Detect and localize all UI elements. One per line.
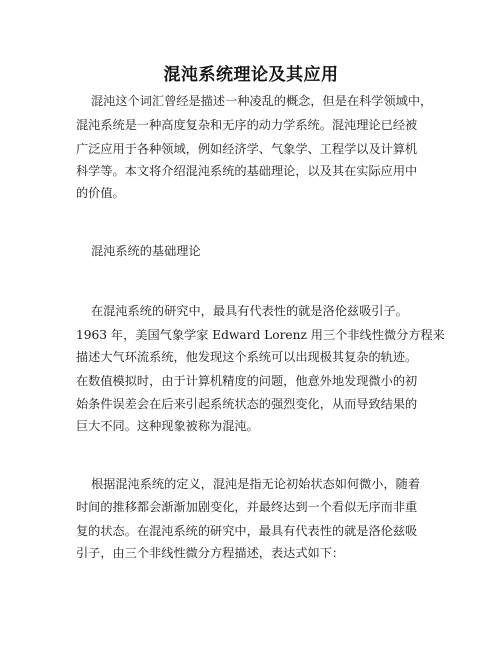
intro-line-4: 科学等。本文将介绍混沌系统的基础理论，以及其在实际应用中 (76, 164, 418, 178)
section-heading: 混沌系统的基础理论 (91, 244, 201, 258)
paragraph2-line-4: 在数值模拟时，由于计算机精度的问题，他意外地发现微小的初 (76, 374, 418, 388)
paragraph2-line-3: 描述大气环流系统，他发现这个系统可以出现极其复杂的轨迹。 (76, 350, 418, 364)
paragraph3-line-4: 引子，由三个非线性微分方程描述，表达式如下： (76, 546, 345, 560)
intro-line-1: 混沌这个词汇曾经是描述一种凌乱的概念，但是在科学领域中， (91, 94, 433, 108)
intro-line-3: 广泛应用于各种领域，例如经济学、气象学、工程学以及计算机 (76, 142, 418, 156)
intro-line-2: 混沌系统是一种高度复杂和无序的动力学系统。混沌理论已经被 (76, 118, 418, 132)
paragraph2-line-6: 巨大不同。这种现象被称为混沌。 (76, 419, 259, 433)
paragraph3-line-1: 根据混沌系统的定义，混沌是指无论初始状态如何微小，随着 (91, 477, 421, 491)
paragraph3-line-3: 复的状态。在混沌系统的研究中，最具有代表性的就是洛伦兹吸 (76, 524, 418, 538)
paragraph2-line-2: 1963 年，美国气象学家 Edward Lorenz 用三个非线性微分方程来 (76, 328, 445, 342)
paragraph2-line-1: 在混沌系统的研究中，最具有代表性的就是洛伦兹吸引子。 (91, 304, 408, 318)
page-title: 混沌系统理论及其应用 (163, 65, 339, 85)
intro-line-5: 的价值。 (76, 186, 125, 200)
paragraph3-line-2: 时间的推移都会渐渐加剧变化，并最终达到一个看似无序而非重 (76, 500, 418, 514)
paragraph2-line-5: 始条件误差会在后来引起系统状态的强烈变化，从而导致结果的 (76, 397, 418, 411)
